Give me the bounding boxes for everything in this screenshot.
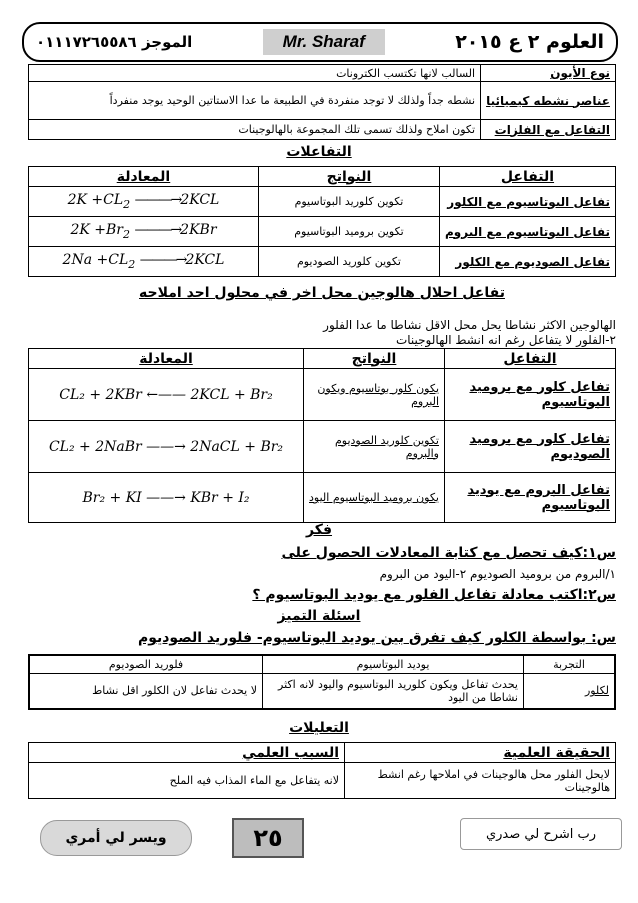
eq-subscript: 2 [123,197,131,211]
eq-product: 2KBr [180,222,217,239]
properties-table [28,64,616,140]
displacement-note: الهالوجين الاكثر نشاطا يحل محل الاقل نشاطا ما عدا الفلور [323,318,616,332]
reaction-equation: $2K +CL_2$ ———→2KCL [29,187,259,217]
footer-left-banner: ويسر لي أمري [40,820,192,856]
ki-result: يحدث تفاعل ويكون كلوريد البوتاسيوم واليود لانه اكثر نشاطا من اليود [263,673,524,709]
table-row [29,187,616,217]
reactions-title: التفاعلات [286,144,352,160]
header-ki: يوديد البوتاسيوم [263,655,524,673]
reaction-name: تفاعل الصوديوم مع الكلور [439,247,615,277]
fact-cell: لايحل الفلور محل هالوجينات في املاحها رغم انشط هالوجينات [345,763,616,799]
reaction-products: تكوين كلوريد الصوديوم والبروم [304,421,445,473]
reaction-name: تفاعل كلور مع بروميد البوتاسيوم [445,369,616,421]
eq-reactant: 2K [70,222,90,239]
table-row [29,247,616,277]
eq-reactant: 2Na [62,252,93,269]
header-products: النواتج [258,167,439,187]
eq-subscript: 2 [122,227,130,241]
reaction-equation: $2K +Br_2$ ———→2KBr [29,217,259,247]
property-label: نوع الأيون [481,65,616,82]
reaction-name: تفاعل البروم مع يوديد البوتاسيوم [445,473,616,523]
table-row [29,763,616,799]
eq-reactant: CL [108,252,129,269]
header-reaction: التفاعل [439,167,615,187]
property-value: السالب لانها تكتسب الكترونات [29,65,481,82]
reasons-title: التعليلات [289,720,349,736]
property-label: التفاعل مع الفلزات [481,120,616,140]
displacement-table [28,348,616,523]
footer-right-banner: رب اشرح لي صدري [460,818,622,850]
header-experiment: التجربة [524,655,616,673]
table-row [29,473,616,523]
property-value: نشطه جداً ولذلك لا توجد منفردة في الطبيعة ما عدا الاستاتين الوحيد يوجد منفرداً [29,82,481,120]
question-2: س٢:اكتب معادلة تفاعل الفلور مع يوديد البوتاسيوم ؟ [252,587,616,603]
distinction-question: س: بواسطة الكلور كيف تفرق بين يوديد البوتاسيوم- فلوريد الصوديوم [137,630,616,646]
arrow-icon: ———→ [134,192,181,209]
header-equation: المعادلة [29,349,304,369]
table-row [29,217,616,247]
reasons-table [28,742,616,799]
eq-reactant: CL [103,192,124,209]
reaction-products: تكوين كلوريد الصوديوم [258,247,439,277]
eq-reactant: Br [106,222,123,239]
property-label: عناصر نشطه كيميائيا [481,82,616,120]
eq-subscript: 2 [128,257,136,271]
displacement-note: ٢-الفلور لا يتفاعل رغم انه انشط الهالوجينات [395,333,616,347]
reaction-products: تكوين كلوريد البوتاسيوم [258,187,439,217]
header-equation: المعادلة [29,167,259,187]
page-number: ٢٥ [232,818,304,858]
arrow-icon: ———→ [134,222,181,239]
question-1-items: ١/البروم من بروميد الصوديوم ٢-اليود من البروم [379,567,616,581]
reaction-equation: Br₂ + KI ——→ KBr + I₂ [29,473,304,523]
table-row [29,421,616,473]
header-naf: فلوريد الصوديوم [29,655,263,673]
teacher-name: Mr. Sharaf [263,29,385,55]
header-bar [22,22,618,62]
header-products: النواتج [304,349,445,369]
reaction-name: تفاعل كلور مع بروميد الصوديوم [445,421,616,473]
reaction-products: يكون كلور بوتاسيوم ويكون البروم [304,369,445,421]
table-row [29,673,615,709]
reactions-table [28,166,616,277]
table-row [29,369,616,421]
reaction-equation: CL₂ + 2KBr ←—— 2KCL + Br₂ [29,369,304,421]
reaction-equation: $2Na +CL_2$ ———→2KCL [29,247,259,277]
distinction-table [28,654,616,710]
header-cause: السبب العلمي [29,743,345,763]
eq-reactant: 2K [67,192,87,209]
naf-result: لا يحدث تفاعل لان الكلور اقل نشاط [29,673,263,709]
displacement-title: تفاعل احلال هالوجين محل اخر في محلول احد املاحه [139,285,505,301]
eq-product: 2KCL [185,252,225,269]
experiment-cell: لكلور [524,673,616,709]
arrow-icon: ———→ [139,252,186,269]
reaction-name: تفاعل البوتاسيوم مع البروم [439,217,615,247]
header-fact: الحقيقة العلمية [345,743,616,763]
reaction-equation: CL₂ + 2NaBr ——→ 2NaCL + Br₂ [29,421,304,473]
property-value: تكون املاح ولذلك تسمى تلك المجموعة بالهالوجينات [29,120,481,140]
question-1: س١:كيف تحصل مع كتابة المعادلات الحصول على [281,545,616,561]
think-title: فكر [305,522,333,538]
cause-cell: لانه يتفاعل مع الماء المذاب فيه الملح [29,763,345,799]
reaction-products: تكوين بروميد البوتاسيوم [258,217,439,247]
eq-product: 2KCL [180,192,220,209]
reaction-products: يكون بروميد البوتاسيوم اليود [304,473,445,523]
header-reaction: التفاعل [445,349,616,369]
reaction-name: تفاعل البوتاسيوم مع الكلور [439,187,615,217]
distinction-title: اسئلة التميز [277,608,361,624]
subject-title: العلوم ٢ ع ٢٠١٥ [455,31,604,53]
phone-number: الموجز ٠١١١٧٢٦٥٥٨٦ [36,33,193,51]
